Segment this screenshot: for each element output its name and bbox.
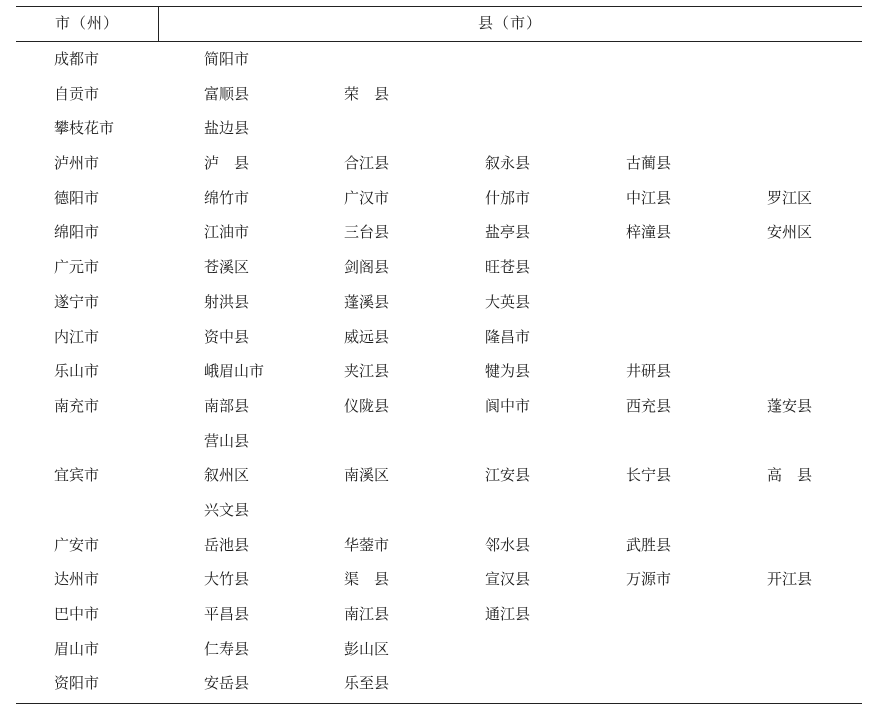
county-cell: 夹江县 [344,362,390,381]
county-cell: 绵竹市 [204,188,250,207]
city-cell: 德阳市 [54,188,100,207]
city-cell: 攀枝花市 [54,119,115,138]
city-cell: 资阳市 [54,674,100,693]
county-cell: 苍溪区 [204,258,250,277]
county-cell: 三台县 [344,223,390,242]
county-cell: 罗江区 [767,188,813,207]
county-cell: 梓潼县 [626,223,672,242]
county-cell: 蓬安县 [767,396,813,415]
county-cell: 邻水县 [485,535,531,554]
header-county-column: 县（市） [477,14,542,32]
county-cell: 兴文县 [204,500,250,519]
county-cell: 乐至县 [344,674,390,693]
county-cell: 阆中市 [485,396,531,415]
county-cell: 平昌县 [204,605,250,623]
county-cell: 江安县 [485,466,531,485]
table-row [16,320,862,355]
table-row [16,424,862,459]
table-row [16,215,862,250]
city-cell: 遂宁市 [54,292,100,311]
table-row [16,42,862,77]
county-cell: 泸 县 [204,154,250,173]
county-cell: 通江县 [485,605,531,623]
county-cell: 荣 县 [344,84,390,103]
county-cell: 高 县 [767,466,813,485]
county-cell: 长宁县 [626,466,672,485]
county-cell: 岳池县 [204,535,250,554]
county-cell: 南溪区 [344,466,390,485]
county-cell: 剑阁县 [344,258,390,277]
city-cell: 成都市 [54,50,100,68]
county-cell: 大竹县 [204,570,250,589]
table-row [16,666,862,701]
table-bottom-rule [16,703,862,704]
table-row [16,562,862,597]
table-body [16,42,862,701]
county-cell: 南江县 [344,605,390,623]
table-row [16,146,862,181]
county-cell: 旺苍县 [485,258,531,277]
county-cell: 盐边县 [204,119,250,138]
county-cell: 叙永县 [485,154,531,173]
table-row [16,354,862,389]
table-row [16,597,862,632]
table-row [16,111,862,146]
county-cell: 叙州区 [204,466,250,485]
county-cell: 犍为县 [485,362,531,381]
county-cell: 中江县 [626,188,672,207]
table-row [16,493,862,528]
county-cell: 江油市 [204,223,250,242]
city-cell: 巴中市 [54,605,100,623]
county-cell: 盐亭县 [485,223,531,242]
header-city-column: 市（州） [54,14,119,32]
table-row [16,77,862,112]
county-cell: 广汉市 [344,188,390,207]
county-cell: 隆昌市 [485,327,531,346]
county-cell: 营山县 [204,431,250,450]
county-cell: 什邡市 [485,188,531,207]
county-cell: 武胜县 [626,535,672,554]
city-cell: 南充市 [54,396,100,415]
city-cell: 内江市 [54,327,100,346]
table-row [16,285,862,320]
county-cell: 彭山区 [344,639,390,658]
city-cell: 绵阳市 [54,223,100,242]
county-cell: 峨眉山市 [204,362,265,381]
city-cell: 自贡市 [54,84,100,103]
city-cell: 宜宾市 [54,466,100,485]
county-cell: 华蓥市 [344,535,390,554]
city-cell: 广安市 [54,535,100,554]
county-cell: 资中县 [204,327,250,346]
county-cell: 简阳市 [204,50,250,68]
county-cell: 南部县 [204,396,250,415]
table-row [16,181,862,216]
city-cell: 达州市 [54,570,100,589]
county-cell: 富顺县 [204,84,250,103]
county-cell: 仁寿县 [204,639,250,658]
city-cell: 乐山市 [54,362,100,381]
city-cell: 广元市 [54,258,100,277]
county-cell: 大英县 [485,292,531,311]
county-cell: 万源市 [626,570,672,589]
table-row [16,250,862,285]
city-cell: 眉山市 [54,639,100,658]
county-cell: 宣汉县 [485,570,531,589]
county-cell: 仪陇县 [344,396,390,415]
county-cell: 安州区 [767,223,813,242]
county-cell: 西充县 [626,396,672,415]
county-cell: 合江县 [344,154,390,173]
county-cell: 威远县 [344,327,390,346]
table-row [16,528,862,563]
city-cell: 泸州市 [54,154,100,173]
table-row [16,458,862,493]
county-cell: 安岳县 [204,674,250,693]
table-row [16,389,862,424]
county-cell: 蓬溪县 [344,292,390,311]
county-cell: 井研县 [626,362,672,381]
county-cell: 古蔺县 [626,154,672,173]
table-row [16,632,862,667]
county-cell: 开江县 [767,570,813,589]
county-cell: 射洪县 [204,292,250,311]
county-cell: 渠 县 [344,570,390,589]
